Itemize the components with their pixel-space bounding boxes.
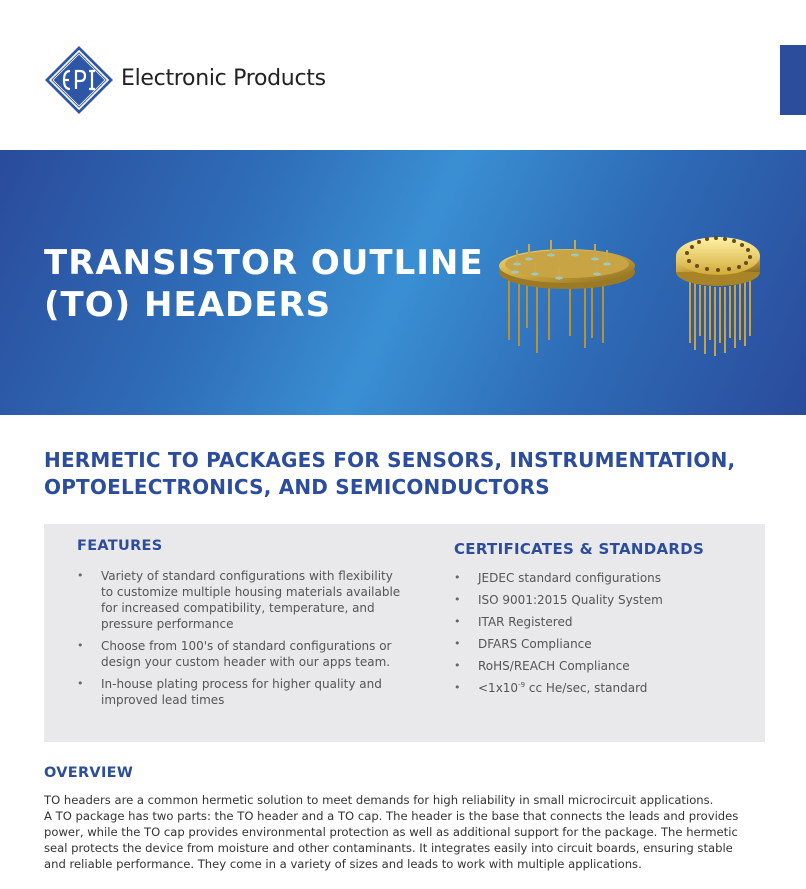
certificates-heading: CERTIFICATES & STANDARDS <box>454 540 705 558</box>
hero-title-line: (TO) HEADERS <box>44 285 332 325</box>
feature-item: • Variety of standard configurations with flexibility to customize multiple housing materials available for increased compatibility, temperature, and pressure performance <box>77 568 407 632</box>
subtitle-line: HERMETIC TO PACKAGES FOR SENSORS, INSTRUMENTATION, <box>44 448 736 472</box>
brand-name: Electronic Products <box>121 66 326 91</box>
leak-rate-prefix: <1x10 <box>478 681 519 695</box>
hero-title <box>44 242 484 326</box>
certificate-item: • DFARS Compliance <box>454 636 754 652</box>
overview-line: power, while the TO cap provides environmental protection as well as additional support for the package. The hermetic <box>44 825 738 839</box>
certificate-item: • JEDEC standard configurations <box>454 570 754 586</box>
page-side-tab <box>780 45 806 115</box>
features-section <box>77 538 407 714</box>
overview-line: seal protects the device from moisture and other contaminants. It integrates easily into circuit boards, ensuring stable <box>44 841 733 855</box>
overview-line: TO headers are a common hermetic solution to meet demands for high reliability in small microcircuit applications. <box>44 793 714 807</box>
features-list <box>77 568 407 708</box>
hero-banner <box>0 150 806 415</box>
feature-item: • Choose from 100's of standard configurations or design your custom header with our apps team. <box>77 638 407 670</box>
features-heading: FEATURES <box>77 538 163 554</box>
certificate-item: • ITAR Registered <box>454 614 754 630</box>
feature-item: • In-house plating process for higher quality and improved lead times <box>77 676 407 708</box>
leak-rate-exponent: -9 <box>518 681 526 689</box>
hero-title-line: TRANSISTOR OUTLINE <box>44 243 484 283</box>
large-to-header <box>509 278 603 353</box>
overview-line: and reliable performance. They come in a variety of sizes and leads to work with multiple applications. <box>44 857 642 871</box>
section-subtitle <box>44 447 764 501</box>
subtitle-line: OPTOELECTRONICS, AND SEMICONDUCTORS <box>44 475 550 499</box>
overview-paragraph <box>44 792 784 872</box>
info-panel <box>44 524 765 742</box>
overview-heading: OVERVIEW <box>44 765 134 781</box>
to-header-product-image <box>497 228 772 358</box>
epi-logo-icon <box>44 45 114 115</box>
page-header <box>0 0 806 150</box>
certificate-item: • ISO 9001:2015 Quality System <box>454 592 754 608</box>
certificate-item: • RoHS/REACH Compliance <box>454 658 754 674</box>
leak-rate-suffix: cc He/sec, standard <box>525 681 648 695</box>
small-to-header <box>690 278 750 356</box>
overview-line: A TO package has two parts: the TO header and a TO cap. The header is the base that connects the leads and provides <box>44 809 739 823</box>
certificate-item-leak-rate <box>454 680 754 696</box>
certificates-list <box>454 570 754 696</box>
certificates-section <box>454 540 754 702</box>
